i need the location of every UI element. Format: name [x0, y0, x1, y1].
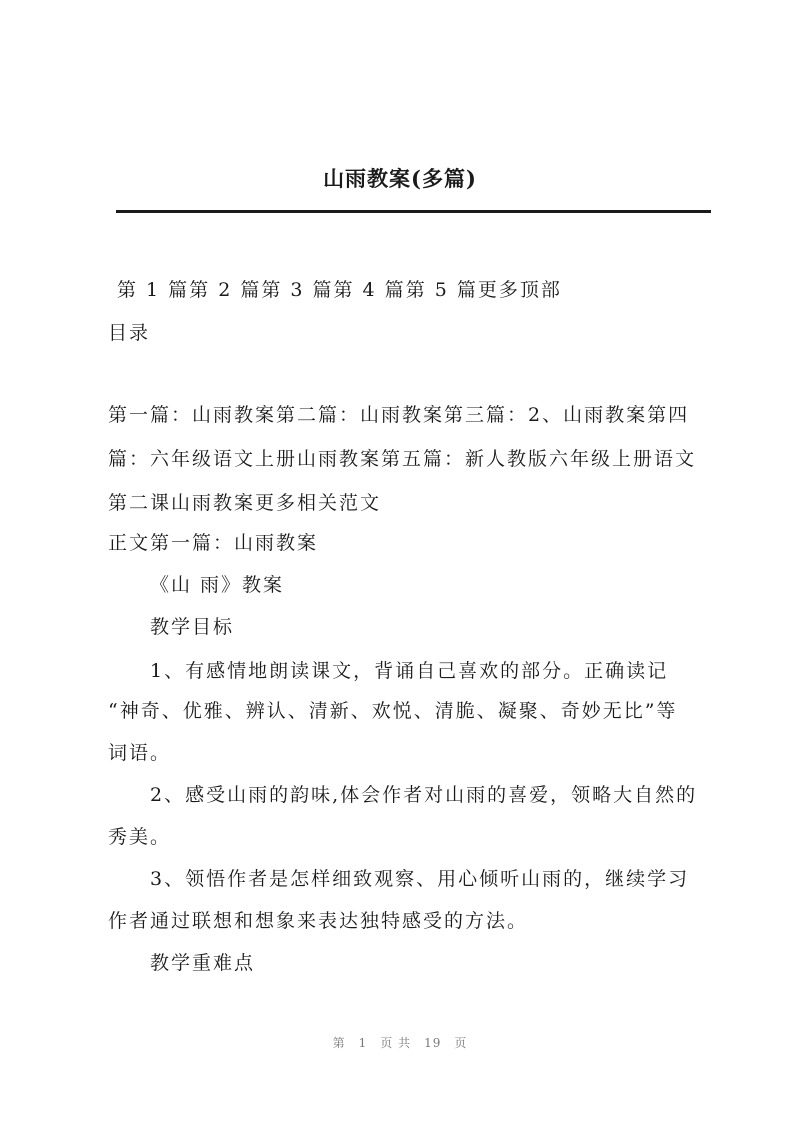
- difficulty-heading: 教学重难点: [150, 952, 256, 974]
- body-header: 正文第一篇：山雨教案: [108, 532, 319, 554]
- toc-line-2[interactable]: 篇：六年级语文上册山雨教案第五篇：新人教版六年级上册语文: [108, 448, 697, 470]
- tab-part-1[interactable]: 第 1 篇: [117, 279, 190, 301]
- goal-line-4: 2、感受山雨的韵味,体会作者对山雨的喜爱，领略大自然的: [150, 784, 698, 806]
- tab-part-3[interactable]: 第 3 篇: [261, 279, 334, 301]
- tab-part-5[interactable]: 第 5 篇: [405, 279, 478, 301]
- toc-label: 目录: [108, 322, 151, 344]
- toc-line-3[interactable]: 第二课山雨教案更多相关范文: [108, 492, 382, 514]
- goals-heading: 教学目标: [150, 616, 235, 638]
- tab-more[interactable]: 更多: [477, 279, 520, 301]
- page-footer: 第 1 页 共 19 页: [332, 1036, 468, 1050]
- section-tabs: [117, 275, 562, 302]
- tab-top[interactable]: 顶部: [519, 279, 562, 301]
- goal-line-2: “神奇、优雅、辨认、清新、欢悦、清脆、凝聚、奇妙无比”等: [108, 700, 678, 722]
- goal-line-7: 作者通过联想和想象来表达独特感受的方法。: [108, 910, 529, 932]
- goal-line-5: 秀美。: [108, 826, 172, 848]
- tab-part-4[interactable]: 第 4 篇: [333, 279, 406, 301]
- tab-part-2[interactable]: 第 2 篇: [189, 279, 262, 301]
- title-divider: [116, 210, 711, 213]
- goal-line-3: 词语。: [108, 742, 172, 764]
- lesson-title: 《山 雨》教案: [150, 574, 285, 596]
- document-title: 山雨教案(多篇): [323, 166, 477, 191]
- goal-line-1: 1、有感情地朗读课文，背诵自己喜欢的部分。正确读记: [150, 660, 669, 682]
- toc-line-1[interactable]: 第一篇：山雨教案第二篇：山雨教案第三篇：2、山雨教案第四: [108, 404, 690, 426]
- goal-line-6: 3、领悟作者是怎样细致观察、用心倾听山雨的，继续学习: [150, 868, 690, 890]
